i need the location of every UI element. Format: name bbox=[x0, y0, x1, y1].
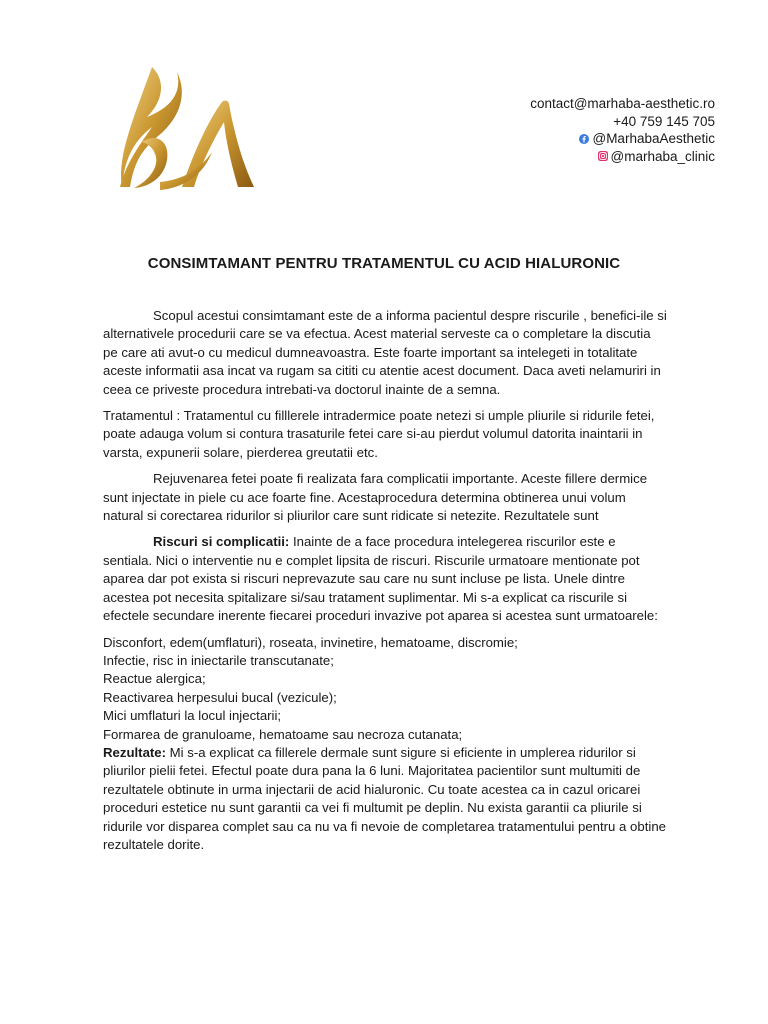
list-item: Disconfort, edem(umflaturi), roseata, invinetire, hematoame, discromie; bbox=[103, 634, 518, 650]
facebook-icon bbox=[579, 134, 589, 144]
list-item: Mici umflaturi la locul injectarii; bbox=[103, 708, 282, 724]
risks-heading: Riscuri si complicatii: bbox=[153, 534, 290, 550]
instagram-icon bbox=[598, 151, 608, 161]
contact-block bbox=[530, 95, 715, 165]
paragraph-risks bbox=[103, 533, 668, 625]
paragraph-rejuvenation: Rejuvenarea fetei poate fi realizata fara complicatii importante. Aceste fillere dermice sunt injectate in piele cu ace foarte fine. Acestaprocedura determina obtinerea unui volum natural si corectarea ridurilor si pliurilor care sunt ridicate si netezite. Rezultatele sunt bbox=[103, 471, 648, 524]
contact-phone[interactable]: +40 759 145 705 bbox=[613, 113, 715, 129]
results-heading: Rezultate: bbox=[103, 744, 167, 760]
contact-email[interactable]: contact@marhaba-aesthetic.ro bbox=[530, 96, 715, 111]
list-item: Formarea de granuloame, hematoame sau necroza cutanata; bbox=[103, 726, 463, 742]
facebook-handle[interactable]: @MarhabaAesthetic bbox=[592, 131, 715, 146]
risks-list bbox=[103, 634, 668, 744]
list-item: Infectie, risc in iniectarile transcutanate; bbox=[103, 652, 334, 668]
instagram-handle[interactable]: @marhaba_clinic bbox=[610, 148, 715, 164]
clinic-logo bbox=[112, 62, 262, 194]
list-item: Reactivarea herpesului bucal (vezicule); bbox=[103, 689, 337, 705]
document-title: CONSIMTAMANT PENTRU TRATAMENTUL CU ACID HIALURONIC bbox=[147, 255, 621, 272]
paragraph-intro: Scopul acestui consimtamant este de a informa pacientul despre riscurile , benefici-ile si alternativele procedurii care se va efectua. Acest material serveste ca o completare la discutia pe care ati avut-o cu medicul dumneavoastra. Este foarte important sa intelegeti in totalitate aceste informatii asa incat va rugam sa cititi cu atentie acest document. Daca aveti nelamuriri in ceea ce priveste procedura intrebati-va doctorul inainte de a semna. bbox=[103, 308, 667, 397]
results-text: Mi s-a explicat ca fillerele dermale sunt sigure si eficiente in umplerea ridurilor si pliurilor pielii fetei. Efectul poate dura pana la 6 luni. Majoritatea pacientilor sunt multumiti de rezultatele obtinute in urma injectarii de acid hialuronic. Cu toate acestea ca in cazul oricarei proceduri estetice nu sunt garantii ca vei fi multumit pe deplin. Nu exista garantii ca pliurile si ridurile vor disparea complet sau ca nu va fi nevoie de completarea tratamentului pentru a obtine rezultatele dorite. bbox=[103, 744, 666, 852]
paragraph-results bbox=[103, 744, 668, 854]
risks-text: Inainte de a face procedura intelegerea riscurilor este e sentiala. Nici o interventie nu e complet lipsita de riscuri. Riscurile urmatoare mentionate pot aparea dar pot exista si riscuri neprevazute sau care nu sunt incluse pe lista. Unele dintre acestea pot necesita spitalizare si/sau tratament suplimentar. Mi s-a explicat ca riscurile si efectele secundare inerente fiecarei proceduri invazive pot aparea si acestea sunt urmatoarele: bbox=[103, 534, 658, 624]
document-body bbox=[103, 307, 668, 854]
list-item: Reactue alergica; bbox=[103, 671, 206, 687]
paragraph-treatment: Tratamentul : Tratamentul cu filllerele intradermice poate netezi si umple pliurile si ridurile fetei, poate adauga volum si contura trasaturile fetei care si-au pierdut volumul datorita inaintarii in varsta, expunerii solare, pierderea greutatii etc. bbox=[103, 408, 655, 460]
